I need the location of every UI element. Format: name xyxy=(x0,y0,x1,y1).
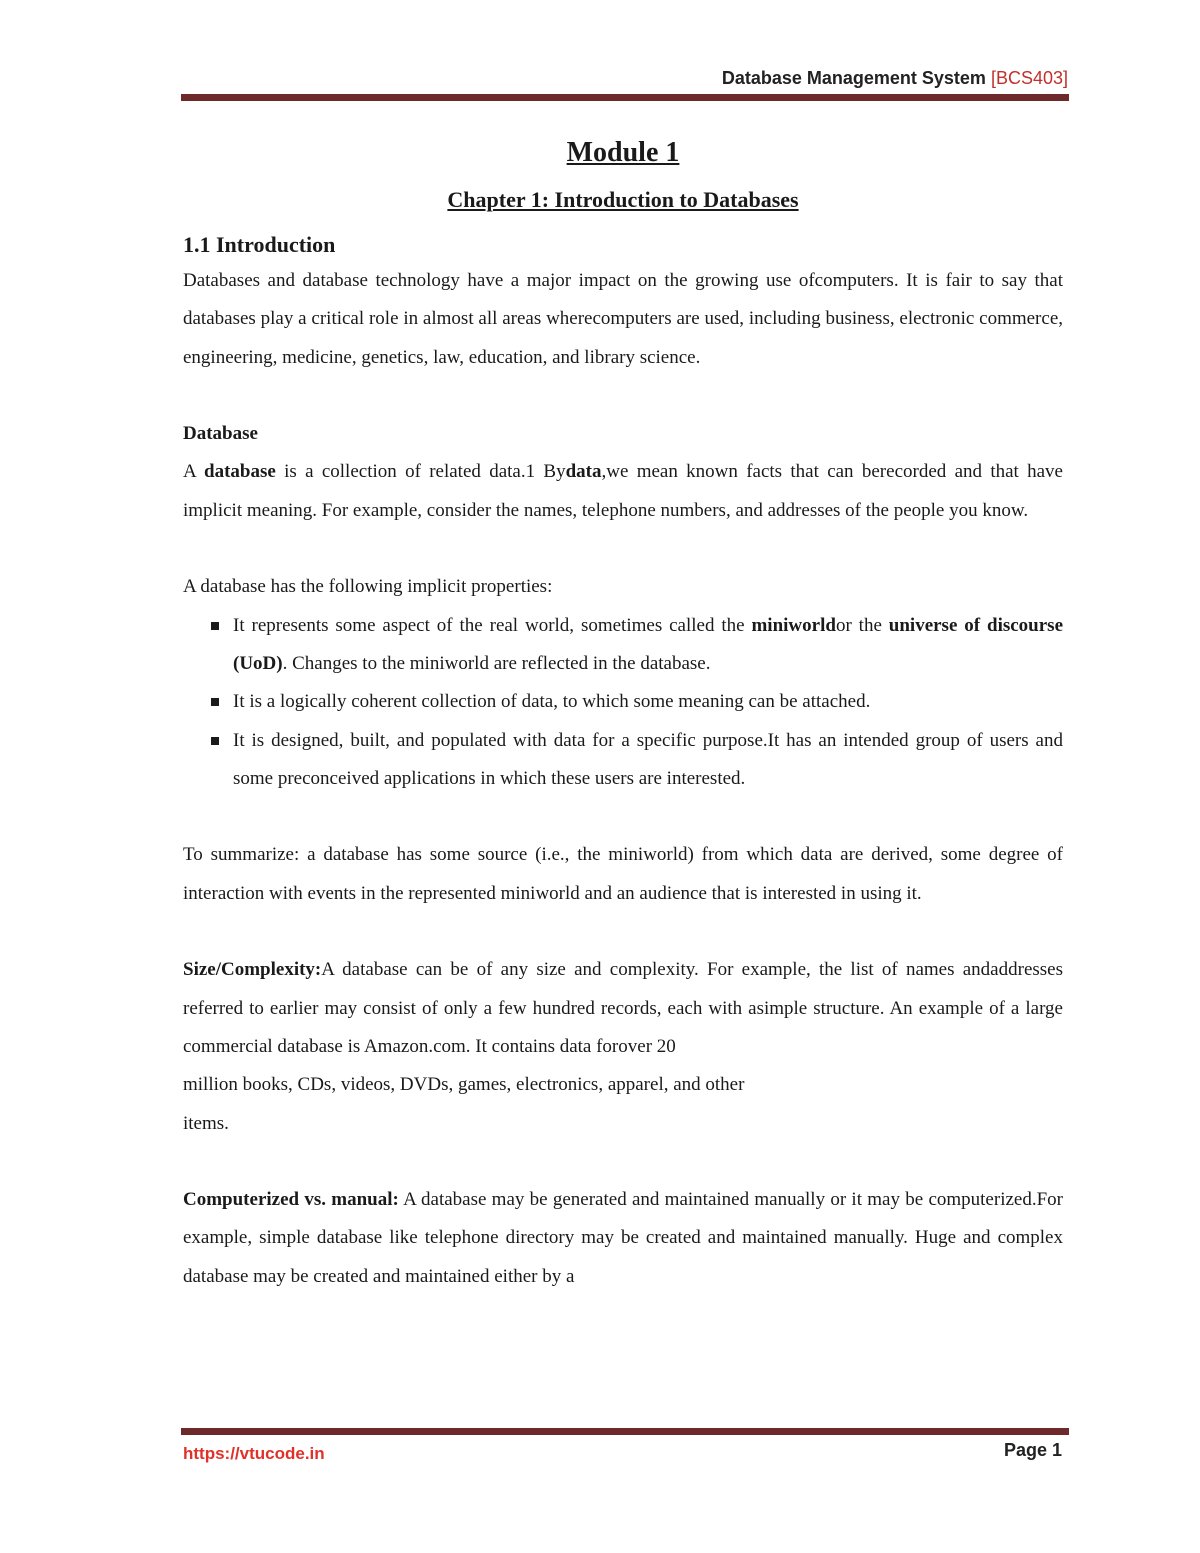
footer-rule xyxy=(181,1428,1069,1435)
module-title: Module 1 xyxy=(566,137,680,168)
database-definition: A database is a collection of related data.1 Bydata,we mean known facts that can berecorded and that have implicit meaning. For example, consider the names, telephone numbers, and addresses of the people you know. xyxy=(183,461,1063,521)
page-number: Page 1 xyxy=(1003,1440,1062,1460)
list-item: It is designed, built, and populated with data for a specific purpose.It has an intended group of users and some preconceived applications in which these users are interested. xyxy=(211,722,1063,799)
document-body xyxy=(183,132,1063,1296)
header-title xyxy=(722,68,1068,89)
list-item: It is a logically coherent collection of data, to which some meaning can be attached. xyxy=(211,683,1063,721)
size-complexity-line3: items. xyxy=(183,1112,229,1134)
size-complexity-paragraph: Size/Complexity:A database can be of any size and complexity. For example, the list of names andaddresses referred to earlier may consist of only a few hundred records, each with asimple structure. An example of a large commercial database is Amazon.com. It contains data forover 20 xyxy=(183,959,1063,1057)
header-subject: Database Management System xyxy=(721,68,986,88)
footer-link[interactable]: https://vtucode.in xyxy=(183,1444,325,1463)
header-rule xyxy=(181,94,1069,101)
summary-paragraph: To summarize: a database has some source (i.e., the miniworld) from which data are derived, some degree of interaction with events in the represented miniworld and an audience that is interested in using it. xyxy=(183,844,1063,904)
size-complexity-line2: million books, CDs, videos, DVDs, games, electronics, apparel, and other xyxy=(183,1074,745,1096)
list-item: It represents some aspect of the real world, sometimes called the miniworldor the universe of discourse (UoD). Changes to the miniworld are reflected in the database. xyxy=(211,607,1063,684)
header-course-code: [BCS403] xyxy=(990,68,1068,88)
section-title: 1.1 Introduction xyxy=(183,232,336,257)
database-heading: Database xyxy=(183,423,258,445)
properties-list xyxy=(183,607,1063,798)
properties-intro: A database has the following implicit properties: xyxy=(183,576,553,598)
intro-paragraph: Databases and database technology have a major impact on the growing use ofcomputers. It is fair to say that databases play a critical role in almost all areas wherecomputers are used, including business, electronic commerce, engineering, medicine, genetics, law, education, and library science. xyxy=(183,270,1063,368)
computerized-paragraph: Computerized vs. manual: A database may be generated and maintained manually or it may be computerized.For example, simple database like telephone directory may be created and maintained manually. Huge and complex database may be created and maintained either by a xyxy=(183,1189,1063,1287)
chapter-title: Chapter 1: Introduction to Databases xyxy=(447,187,799,212)
